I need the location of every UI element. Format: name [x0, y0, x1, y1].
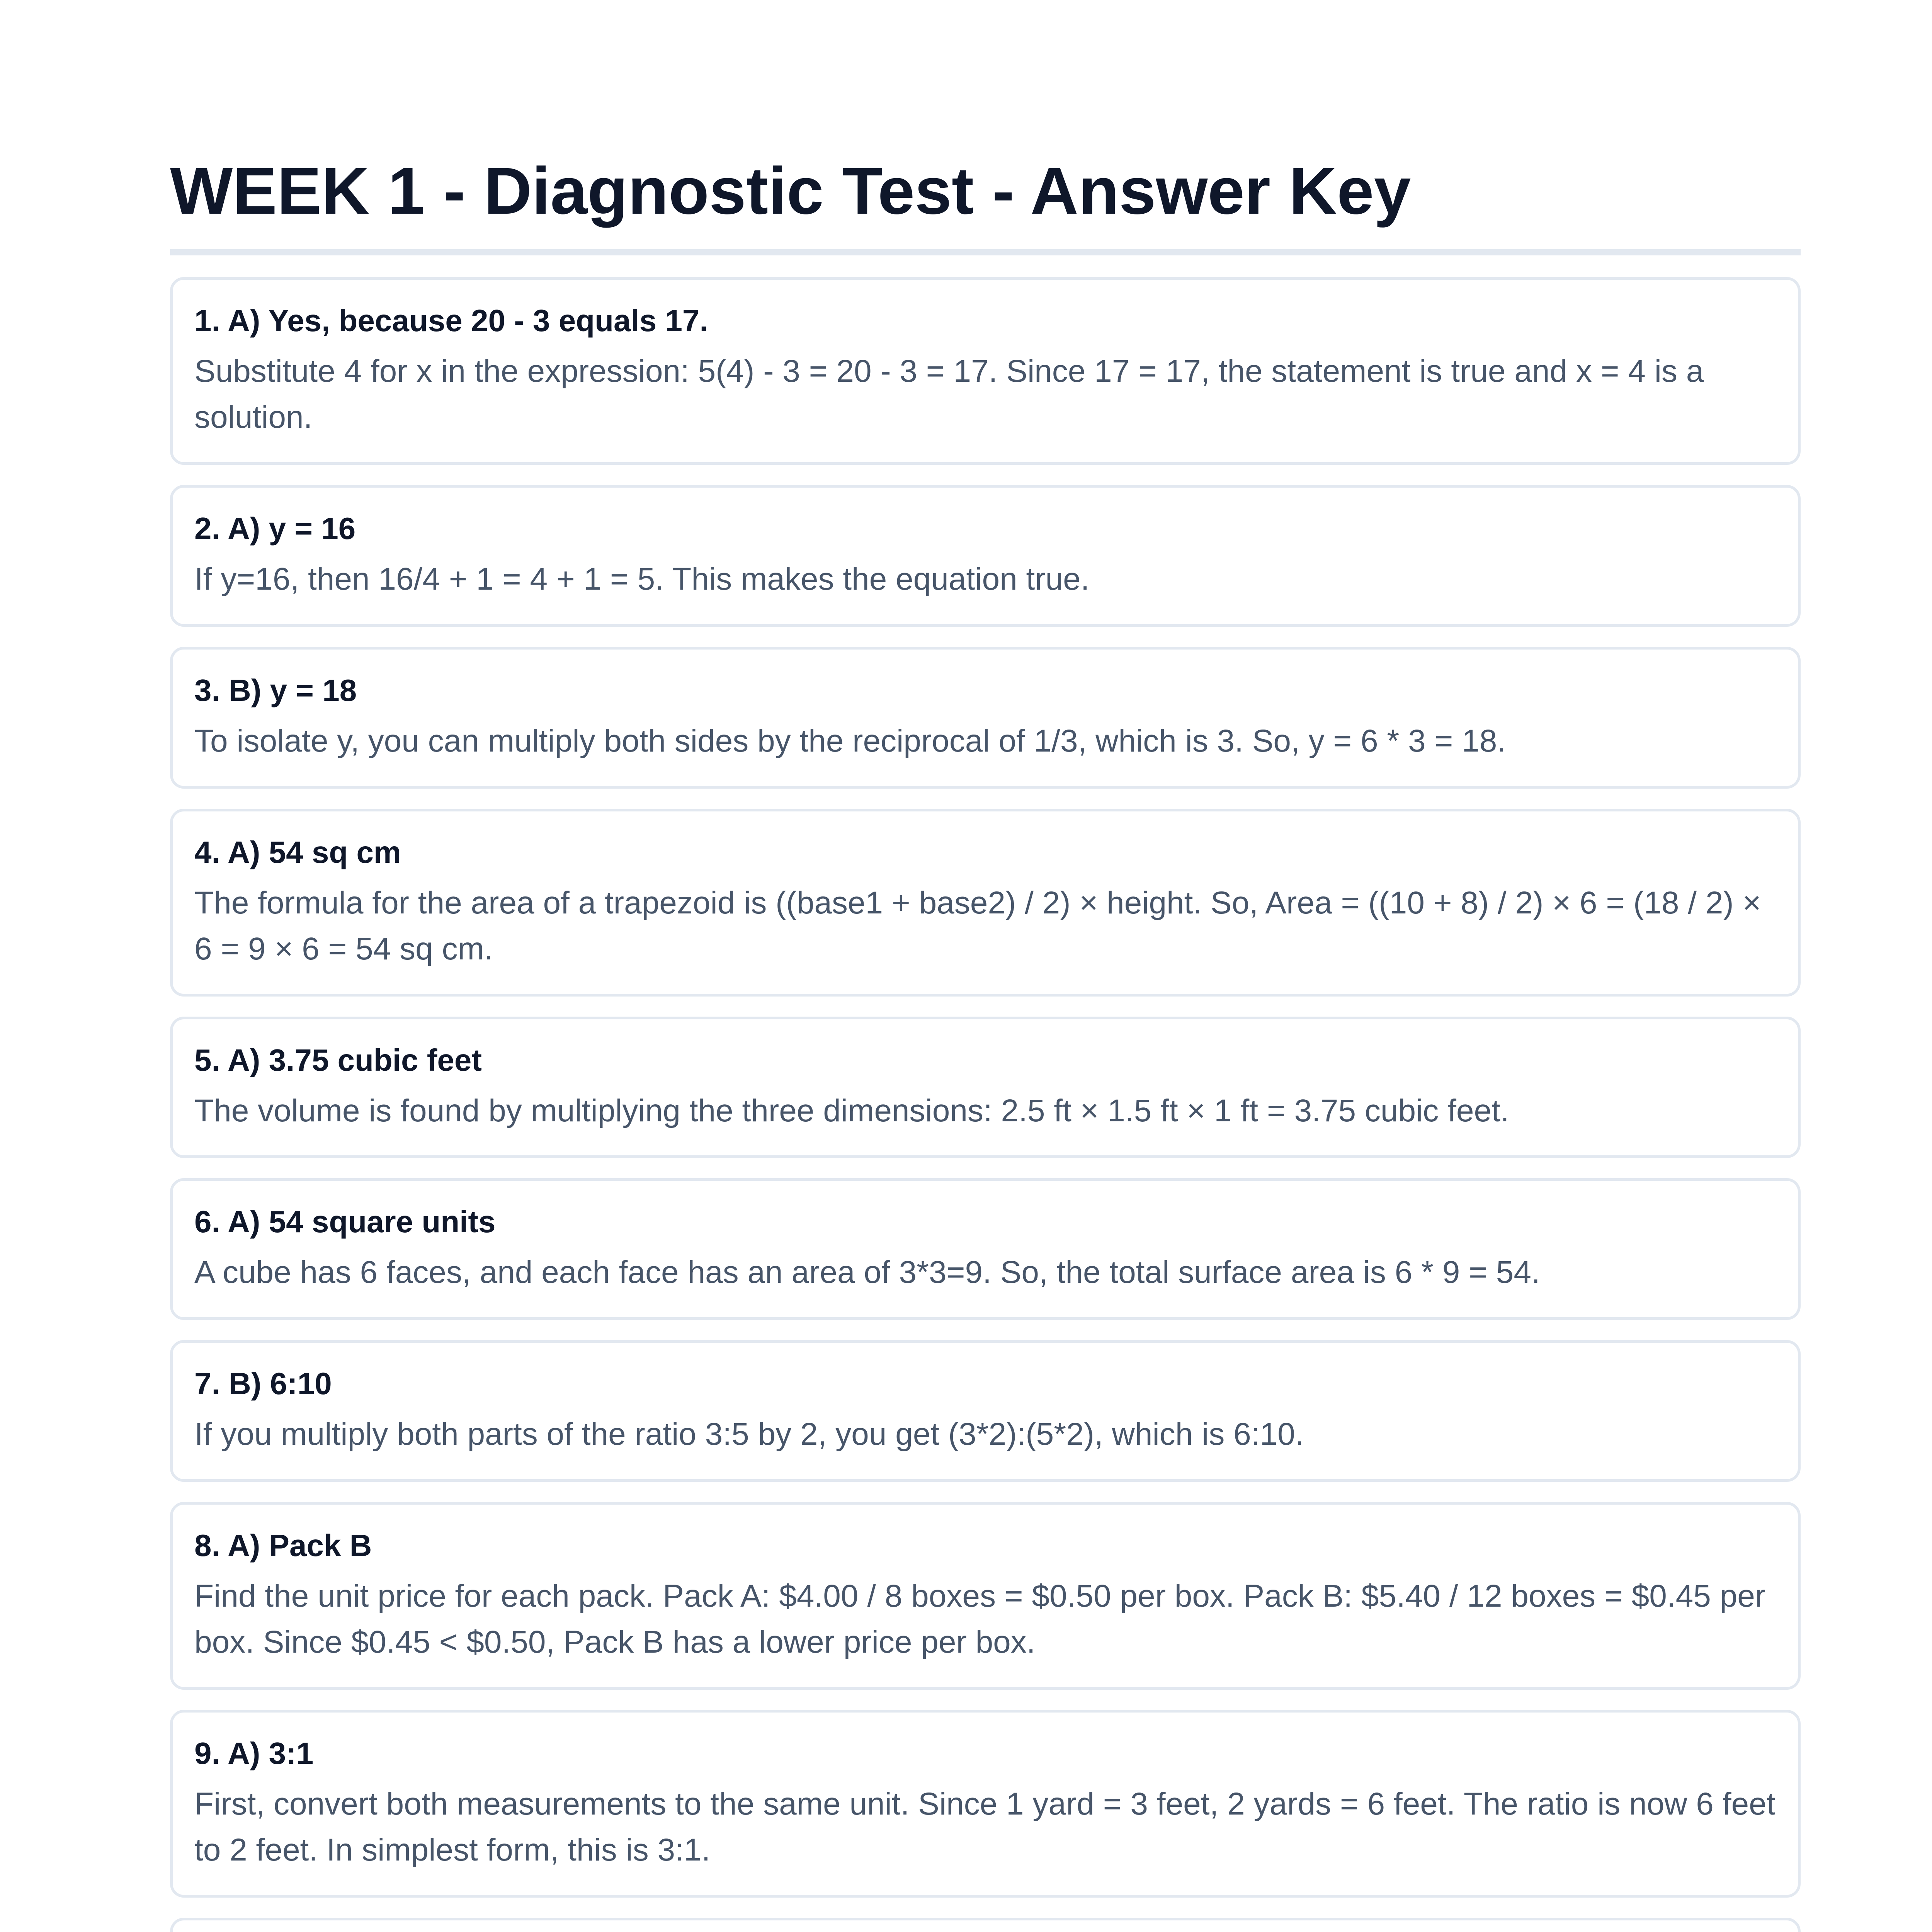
answer-card-10 [170, 1918, 1801, 1932]
answer-explanation: The formula for the area of a trapezoid is ((base1 + base2) / 2) × height. So, Area = ((10 + 8) / 2) × 6 = (18 / 2) × 6 = 9 × 6 = 54 sq cm. [194, 885, 1761, 966]
answer-explanation: The volume is found by multiplying the three dimensions: 2.5 ft × 1.5 ft × 1 ft = 3.75 cubic feet. [194, 1093, 1509, 1128]
answer-card-4 [170, 809, 1801, 997]
answer-heading: 8. A) Pack B [194, 1528, 372, 1563]
answer-heading: 2. A) y = 16 [194, 511, 356, 546]
answer-card-2 [170, 485, 1801, 627]
answer-heading: 4. A) 54 sq cm [194, 835, 401, 869]
answer-explanation: A cube has 6 faces, and each face has an area of 3*3=9. So, the total surface area is 6 * 9 = 54. [194, 1255, 1540, 1290]
answer-card-1 [170, 277, 1801, 465]
answer-card-5 [170, 1017, 1801, 1158]
answer-card-6 [170, 1178, 1801, 1320]
answer-card-9 [170, 1710, 1801, 1898]
answer-card-7 [170, 1340, 1801, 1482]
answer-heading: 1. A) Yes, because 20 - 3 equals 17. [194, 303, 708, 338]
answer-explanation: Substitute 4 for x in the expression: 5(4) - 3 = 20 - 3 = 17. Since 17 = 17, the statement is true and x = 4 is a solution. [194, 354, 1704, 435]
answer-explanation: Find the unit price for each pack. Pack A: $4.00 / 8 boxes = $0.50 per box. Pack B: $5.40 / 12 boxes = $0.45 per box. Since $0.45 < $0.50, Pack B has a lower price per box. [194, 1578, 1766, 1660]
answer-card-3 [170, 647, 1801, 789]
answer-key-page [170, 155, 1801, 1932]
answer-heading: 7. B) 6:10 [194, 1366, 332, 1401]
answer-explanation: To isolate y, you can multiply both sides by the reciprocal of 1/3, which is 3. So, y = 6 * 3 = 18. [194, 723, 1506, 759]
answer-heading: 3. B) y = 18 [194, 673, 357, 707]
answer-explanation: If you multiply both parts of the ratio 3:5 by 2, you get (3*2):(5*2), which is 6:10. [194, 1417, 1304, 1452]
answer-explanation: First, convert both measurements to the same unit. Since 1 yard = 3 feet, 2 yards = 6 feet. The ratio is now 6 feet to 2 feet. In simplest form, this is 3:1. [194, 1786, 1776, 1867]
page-title: WEEK 1 - Diagnostic Test - Answer Key [170, 155, 1801, 255]
answer-list [170, 277, 1801, 1932]
answer-heading: 6. A) 54 square units [194, 1204, 496, 1239]
answer-card-8 [170, 1502, 1801, 1690]
answer-heading: 5. A) 3.75 cubic feet [194, 1043, 482, 1077]
answer-heading: 9. A) 3:1 [194, 1736, 314, 1770]
answer-explanation: If y=16, then 16/4 + 1 = 4 + 1 = 5. This makes the equation true. [194, 561, 1090, 597]
